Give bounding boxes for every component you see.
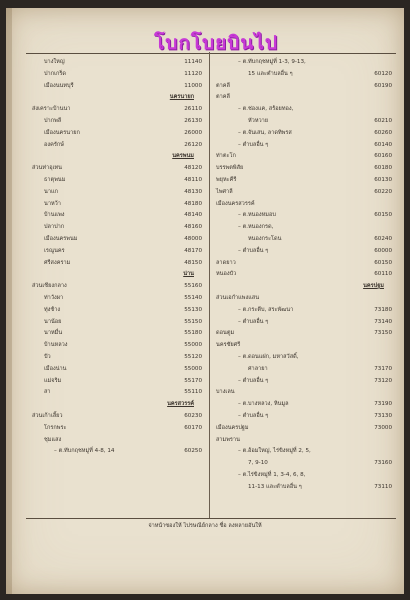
postal-code: 73170 [374, 365, 392, 372]
province-header [32, 269, 202, 281]
district-name: 7, 9-10 [248, 460, 268, 467]
district-name: ชุมแสง [44, 436, 62, 443]
district-row [216, 317, 392, 329]
district-row [216, 364, 392, 376]
district-row [32, 411, 202, 423]
column-divider [209, 52, 210, 518]
district-name: – ต.กระตีบ, สระพัฒนา [238, 306, 294, 313]
postal-code: 48160 [184, 224, 202, 231]
district-name: แม่จริม [44, 377, 62, 384]
district-row [32, 199, 202, 211]
postal-code: 11000 [184, 82, 202, 89]
district-row [216, 446, 392, 458]
postal-code: 26110 [184, 106, 202, 113]
district-name: บ้านหลวง [44, 342, 68, 349]
postal-code: 73190 [374, 401, 392, 408]
district-name: – ตำบลอื่น ๆ [238, 318, 269, 325]
district-row [32, 281, 202, 293]
postal-code: 55150 [184, 318, 202, 325]
page-title: โบกโบยบินไป [154, 32, 278, 54]
district-name: สา [44, 389, 51, 396]
bottom-rule [26, 518, 396, 519]
district-row [216, 293, 392, 305]
district-row [32, 234, 202, 246]
district-name: – ต.บางหลวง, หินมูล [238, 401, 289, 408]
district-row [32, 328, 202, 340]
district-name: – ต.ช่องแค, สร้อยทอง, [238, 106, 294, 113]
postal-code: 60110 [374, 271, 392, 278]
district-row [32, 305, 202, 317]
district-name: ท่าวังผา [44, 294, 64, 301]
district-name: ทุ่งช้าง [44, 306, 61, 313]
province-header-label: นครนายก [169, 94, 194, 101]
postal-code: 48120 [184, 165, 202, 172]
district-name: ส่วนท่าอุเทน [32, 165, 62, 172]
district-row [216, 423, 392, 435]
province-header [32, 92, 202, 104]
district-name: นาหว้า [44, 200, 61, 207]
district-row [216, 458, 392, 470]
district-name: ดอนตูม [216, 330, 235, 337]
district-name: ธาตุพนม [44, 176, 66, 183]
district-row [216, 222, 392, 234]
district-row [216, 269, 392, 281]
postal-code: 55160 [184, 283, 202, 290]
postal-code: 48180 [184, 200, 202, 207]
postal-code: 60000 [374, 247, 392, 254]
postal-code: 26000 [184, 129, 202, 136]
district-name: ปลาปาก [44, 224, 65, 231]
district-row [216, 116, 392, 128]
postal-code: 55000 [184, 365, 202, 372]
province-header-label: นครสวรรค์ [167, 401, 194, 408]
district-name: – ต.ดอนแฝก, มหาสวัสดิ์, [238, 353, 299, 360]
footer-note: จ่าหน้าซองให้ ไปรษณีย์กลาง ชื่อ ลงหลายอันให้ [148, 523, 262, 529]
postal-code: 60220 [374, 188, 392, 195]
district-row [216, 128, 392, 140]
district-name: – ต.ทับกฤชหมู่ที่ 1-3, 9-13, [238, 59, 306, 65]
district-name: 15 และตำบลอื่น ๆ [248, 70, 293, 77]
postal-code: 48110 [184, 176, 202, 183]
district-row [216, 175, 392, 187]
district-name: ตาคลี [216, 82, 230, 89]
postal-code: 60250 [184, 448, 202, 455]
district-name: ปากพลี [44, 117, 62, 124]
district-row [32, 340, 202, 352]
district-name: นครชัยศรี [216, 342, 241, 349]
postal-code: 55140 [184, 294, 202, 301]
district-name: 11-13 และตำบลอื่น ๆ [248, 483, 302, 490]
district-name: เมืองนนทบุรี [44, 82, 74, 89]
postal-code: 73110 [374, 483, 392, 490]
district-row [32, 116, 202, 128]
district-name: ท่าตะโก [216, 153, 236, 160]
postal-code: 26120 [184, 141, 202, 148]
district-name: เมืองนครพนม [44, 235, 78, 242]
district-name: พยุหะคีรี [216, 176, 237, 183]
district-row [32, 175, 202, 187]
postal-code: 55130 [184, 306, 202, 313]
district-row [216, 57, 392, 69]
district-name: หัวหวาย [248, 117, 269, 124]
district-row [32, 187, 202, 199]
district-row [216, 411, 392, 423]
postal-code: 73140 [374, 318, 392, 325]
district-row [216, 187, 392, 199]
district-row [32, 104, 202, 116]
province-header-label: น่าน [183, 271, 194, 278]
district-name: นาน้อย [44, 318, 62, 325]
district-name: เมืองนครปฐม [216, 424, 249, 431]
district-name: ส่วนเอกำแพงแสน [216, 294, 260, 301]
postal-code: 48140 [184, 212, 202, 219]
postal-code: 73160 [374, 460, 392, 467]
postal-code: 11140 [184, 59, 202, 65]
postal-code: 73120 [374, 377, 392, 384]
district-row [32, 222, 202, 234]
district-row [216, 258, 392, 270]
district-row [216, 199, 392, 211]
district-name: ศาลายา [248, 365, 268, 372]
postal-code: 73000 [374, 424, 392, 431]
district-name: บางใหญ่ [44, 59, 65, 65]
district-name: นาแก [44, 188, 58, 195]
district-name: เมืองนครนายก [44, 129, 80, 136]
district-row [32, 246, 202, 258]
district-name: ส่วนเก้าเลี้ยว [32, 412, 63, 419]
district-name: – ต.ไร่ขิงหมู่ที่ 1, 3-4, 6, 8, [238, 471, 306, 478]
postal-code: 60180 [374, 165, 392, 172]
left-column [32, 57, 202, 458]
district-name: – ตำบลอื่น ๆ [238, 141, 269, 148]
district-row [216, 482, 392, 494]
district-row [216, 69, 392, 81]
district-row [32, 258, 202, 270]
district-name: องครักษ์ [44, 141, 64, 148]
district-name: หนองกระโดน [248, 235, 282, 242]
postal-code: 60210 [374, 117, 392, 124]
postal-code: 26130 [184, 117, 202, 124]
right-column [216, 57, 392, 493]
district-name: ปากเกร็ด [44, 70, 67, 77]
district-name: เมืองนครสวรรค์ [216, 200, 255, 207]
district-name: – ต.หนองหมอบ [238, 212, 276, 219]
postal-code: 48130 [184, 188, 202, 195]
district-row [32, 317, 202, 329]
district-row [216, 246, 392, 258]
district-row [32, 210, 202, 222]
postal-code: 60160 [374, 153, 392, 160]
postal-code: 48150 [184, 259, 202, 266]
postal-code: 60260 [374, 129, 392, 136]
district-row [216, 305, 392, 317]
district-name: ไพศาลี [216, 188, 233, 195]
district-row [32, 423, 202, 435]
province-header [32, 399, 202, 411]
province-header-label: นครปฐม [363, 283, 384, 290]
postal-code: 60190 [374, 82, 392, 89]
district-row [216, 210, 392, 222]
district-name: – ตำบลอื่น ๆ [238, 247, 269, 254]
district-row [216, 104, 392, 116]
district-name: บรรพตพิสัย [216, 165, 244, 172]
province-header [216, 281, 392, 293]
district-row [216, 399, 392, 411]
postal-code: 55180 [184, 330, 202, 337]
district-name: – ต.อ้อมใหญ่, ไร่ขิงหมู่ที่ 2, 5, [238, 448, 311, 455]
postal-code: 60240 [374, 235, 392, 242]
postal-code: 60170 [184, 424, 202, 431]
district-row [216, 340, 392, 352]
district-row [216, 92, 392, 104]
postal-code: 55110 [184, 389, 202, 396]
district-row [32, 81, 202, 93]
district-name: สามพราน [216, 436, 240, 443]
district-row [32, 163, 202, 175]
district-name: เมืองน่าน [44, 365, 67, 372]
district-row [32, 435, 202, 447]
district-row [32, 387, 202, 399]
district-name: เรณูนคร [44, 247, 65, 254]
district-row [216, 470, 392, 482]
district-name: – ต.หนองกรด, [238, 224, 274, 231]
district-row [216, 435, 392, 447]
district-row [32, 140, 202, 152]
postal-code: 11120 [184, 70, 202, 77]
district-row [216, 387, 392, 399]
district-row [32, 376, 202, 388]
province-header [32, 151, 202, 163]
postal-code: 55170 [184, 377, 202, 384]
district-name: ส่วนเชียงกลาง [32, 283, 67, 290]
postal-code: 60150 [374, 259, 392, 266]
district-name: ลาดยาว [216, 259, 236, 266]
district-name: ตาคลี [216, 94, 230, 101]
postal-code: 73130 [374, 412, 392, 419]
district-name: บางเลน [216, 389, 235, 396]
postal-code: 60120 [374, 70, 392, 77]
district-row [216, 151, 392, 163]
district-row [32, 128, 202, 140]
postal-code: 48000 [184, 235, 202, 242]
district-name: – ต.จันเสน, ลาดทิพรส [238, 129, 292, 136]
postal-code: 60140 [374, 141, 392, 148]
district-name: – ตำบลอื่น ๆ [238, 377, 269, 384]
postal-code: 55120 [184, 353, 202, 360]
district-name: – ต.ทับกฤชหมู่ที่ 4-8, 14 [54, 448, 115, 455]
district-row [32, 364, 202, 376]
postal-code: 60150 [374, 212, 392, 219]
district-name: โกรกพระ [44, 424, 67, 431]
top-rule [26, 53, 396, 54]
district-row [32, 446, 202, 458]
district-name: – ตำบลอื่น ๆ [238, 412, 269, 419]
province-header-label: นครพนม [172, 153, 194, 160]
postal-code: 60230 [184, 412, 202, 419]
district-name: นาหมื่น [44, 330, 63, 337]
district-name: ส่งเคราะบ้านนา [32, 106, 71, 113]
district-row [32, 69, 202, 81]
postal-code: 60130 [374, 176, 392, 183]
district-row [216, 352, 392, 364]
postal-code: 73180 [374, 306, 392, 313]
district-row [216, 234, 392, 246]
district-row [32, 57, 202, 69]
postal-code: 73150 [374, 330, 392, 337]
district-row [216, 140, 392, 152]
document-page [6, 8, 404, 594]
district-row [216, 81, 392, 93]
postal-code: 48170 [184, 247, 202, 254]
district-name: บ้านแพง [44, 212, 65, 219]
district-name: ปัว [44, 353, 51, 360]
district-row [216, 328, 392, 340]
district-name: หนองบัว [216, 271, 237, 278]
district-name: ศรีสงคราม [44, 259, 71, 266]
district-row [32, 293, 202, 305]
district-row [216, 376, 392, 388]
postal-code: 55000 [184, 342, 202, 349]
district-row [32, 352, 202, 364]
district-row [216, 163, 392, 175]
